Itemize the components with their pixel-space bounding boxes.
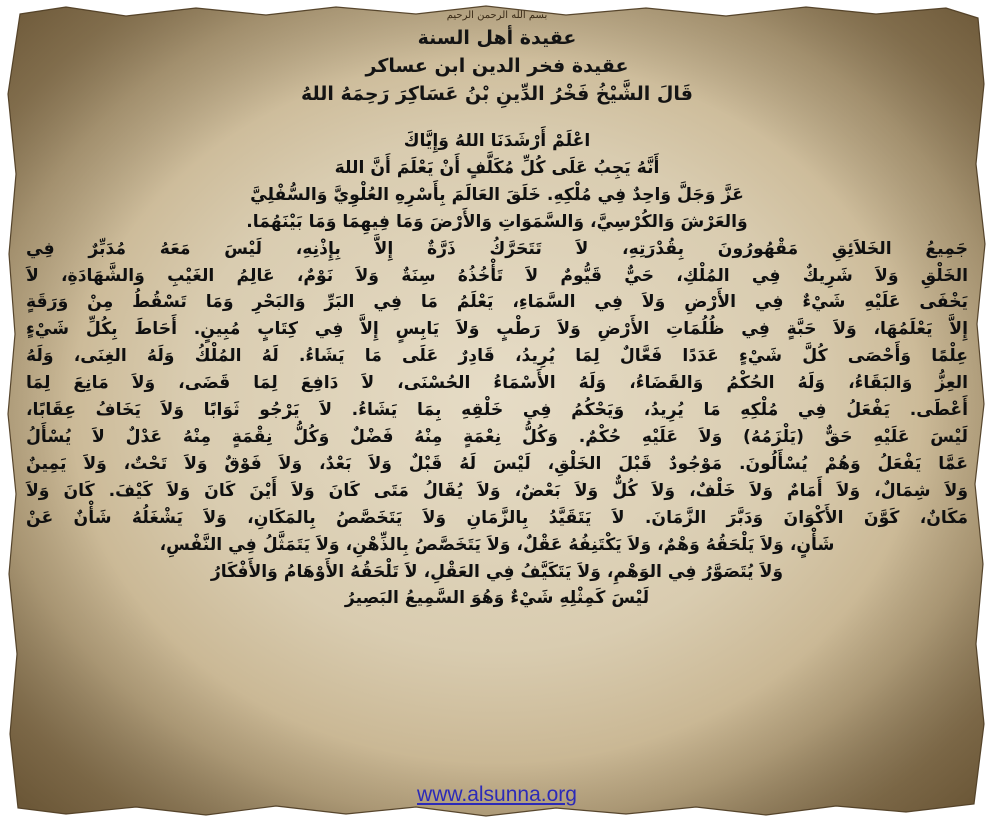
spacer [26,108,968,128]
text-line: الخَلْقِ وَلاَ شَرِيكٌ فِي المُلْكِ، حَيٌّ قَيُّومٌ لاَ تَأْخُذُهُ سِنَةٌ وَلاَ نَوْمٌ، عَالِمُ الغَيْبِ وَالشَّهَادَةِ، لاَ [26,265,968,286]
text-line: شَأْنٍ، وَلاَ يَلْحَقُهُ وَهْمٌ، وَلاَ يَكْتَنِفُهُ عَقْلٌ، وَلاَ يَتَخَصَّصُ بِالذِّهْنِ، وَلاَ يَتَمَثَّلُ فِي النَّفْسِ، [159,534,835,555]
text-line: عَزَّ وَجَلَّ وَاحِدٌ فِي مُلْكِهِ. خَلَقَ العَالَمَ بِأَسْرِهِ العُلْوِيَّ وَالسُّفْلِيَّ [250,184,744,205]
subtitle: عقيدة فخر الدين ابن عساكر [365,55,629,77]
closing-verse: لَيْسَ كَمِثْلِهِ شَيْءٌ وَهُوَ السَّمِيعُ البَصِيرُ [344,588,650,609]
text-line: إِلاَّ يَعْلَمُهَا، وَلاَ حَبَّةٍ فِي ظُلُمَاتِ الأَرْضِ وَلاَ رَطْبٍ وَلاَ يَابِسٍ إِلاَّ فِي كِتَابٍ مُبِينٍ. أَحَاطَ بِكُلِّ شَيْءٍ [26,319,968,340]
text-line: أَعْطَى. يَفْعَلُ فِي مُلْكِهِ مَا يُرِيدُ، وَيَحْكُمُ فِي خَلْقِهِ بِمَا يَشَاءُ. لاَ يَرْجُو ثَوَابًا وَلاَ يَخَافُ عِقَابًا، [26,400,968,421]
text-line: العِزُّ وَالبَقَاءُ، وَلَهُ الحُكْمُ وَالقَضَاءُ، وَلَهُ الأَسْمَاءُ الحُسْنَى، لاَ دَافِعَ لِمَا قَضَى، وَلاَ مَانِعَ لِمَا [26,373,968,394]
document-body [26,8,968,814]
text-line: أَنَّهُ يَجِبُ عَلَى كُلِّ مُكَلَّفٍ أَنْ يَعْلَمَ أَنَّ اللهَ [334,157,660,178]
text-line: وَالعَرْشَ وَالكُرْسِيَّ، وَالسَّمَوَاتِ وَالأَرْضَ وَمَا فِيهِمَا وَمَا بَيْنَهُمَا. [246,211,748,232]
text-line: لَيْسَ عَلَيْهِ حَقٌّ (يَلْزَمُهُ) وَلاَ عَلَيْهِ حُكْمٌ. وَكُلُّ نِعْمَةٍ مِنْهُ فَضْلٌ وَكُلُّ نِقْمَةٍ مِنْهُ عَدْلٌ لاَ يُسْأَلُ [26,426,968,447]
text-line: جَمِيعُ الخَلاَئِقِ مَقْهُورُونَ بِقُدْرَتِهِ، لاَ تَتَحَرَّكُ ذَرَّةٌ إِلاَّ بِإِذْنِهِ، لَيْسَ مَعَهُ مُدَبِّرٌ فِي [26,238,968,259]
text-line: عَمَّا يَفْعَلُ وَهُمْ يُسْأَلُونَ. مَوْجُودٌ قَبْلَ الخَلْقِ، لَيْسَ لَهُ قَبْلٌ وَلاَ بَعْدٌ، وَلاَ فَوْقٌ وَلاَ تَحْتٌ، وَلاَ يَمِينٌ [26,453,968,474]
text-line: اعْلَمْ أَرْشَدَنَا اللهُ وَإِيَّاكَ [403,131,591,151]
text-line: عِلْمًا وَأَحْصَى كُلَّ شَيْءٍ عَدَدًا فَعَّالٌ لِمَا يُرِيدُ، قَادِرٌ عَلَى مَا يَشَاءُ. لَهُ المُلْكُ وَلَهُ الغِنَى، وَلَهُ [26,346,968,367]
website-footer [26,783,968,807]
text-line: يَخْفَى عَلَيْهِ شَيْءٌ فِي الأَرْضِ وَلاَ فِي السَّمَاءِ، يَعْلَمُ مَا فِي البَرِّ وَالبَحْرِ وَمَا تَسْقُطُ مِنْ وَرَقَةٍ [26,292,968,313]
text-line: وَلاَ شِمَالٌ، وَلاَ أَمَامٌ وَلاَ خَلْفٌ، وَلاَ كُلٌّ وَلاَ بَعْضٌ، وَلاَ يُقَالُ مَتَى كَانَ وَلاَ أَيْنَ كَانَ وَلاَ كَيْفَ. كَانَ وَلاَ [26,480,968,501]
basmala-calligraphy: بسم الله الرحمن الرحيم [446,10,548,21]
website-link[interactable]: www.alsunna.org [417,783,577,806]
text-line: وَلاَ يُتَصَوَّرُ فِي الوَهْمِ، وَلاَ يَتَكَيَّفُ فِي العَقْلِ، لاَ تَلْحَقُهُ الأَوْهَامُ وَالأَفْكَارُ [210,561,784,582]
author-intro: قَالَ الشَّيْخُ فَخْرُ الدِّينِ بْنُ عَسَاكِرَ رَحِمَهُ اللهُ [301,83,693,105]
text-line: مَكَانٌ، كَوَّنَ الأَكْوَانَ وَدَبَّرَ الزَّمَانَ. لاَ يَتَقَيَّدُ بِالزَّمَانِ وَلاَ يَتَخَصَّصُ بِالمَكَانِ، وَلاَ يَشْغَلُهُ شَأْنٌ عَنْ [26,507,968,528]
main-title: عقيدة أهل السنة [417,27,577,49]
